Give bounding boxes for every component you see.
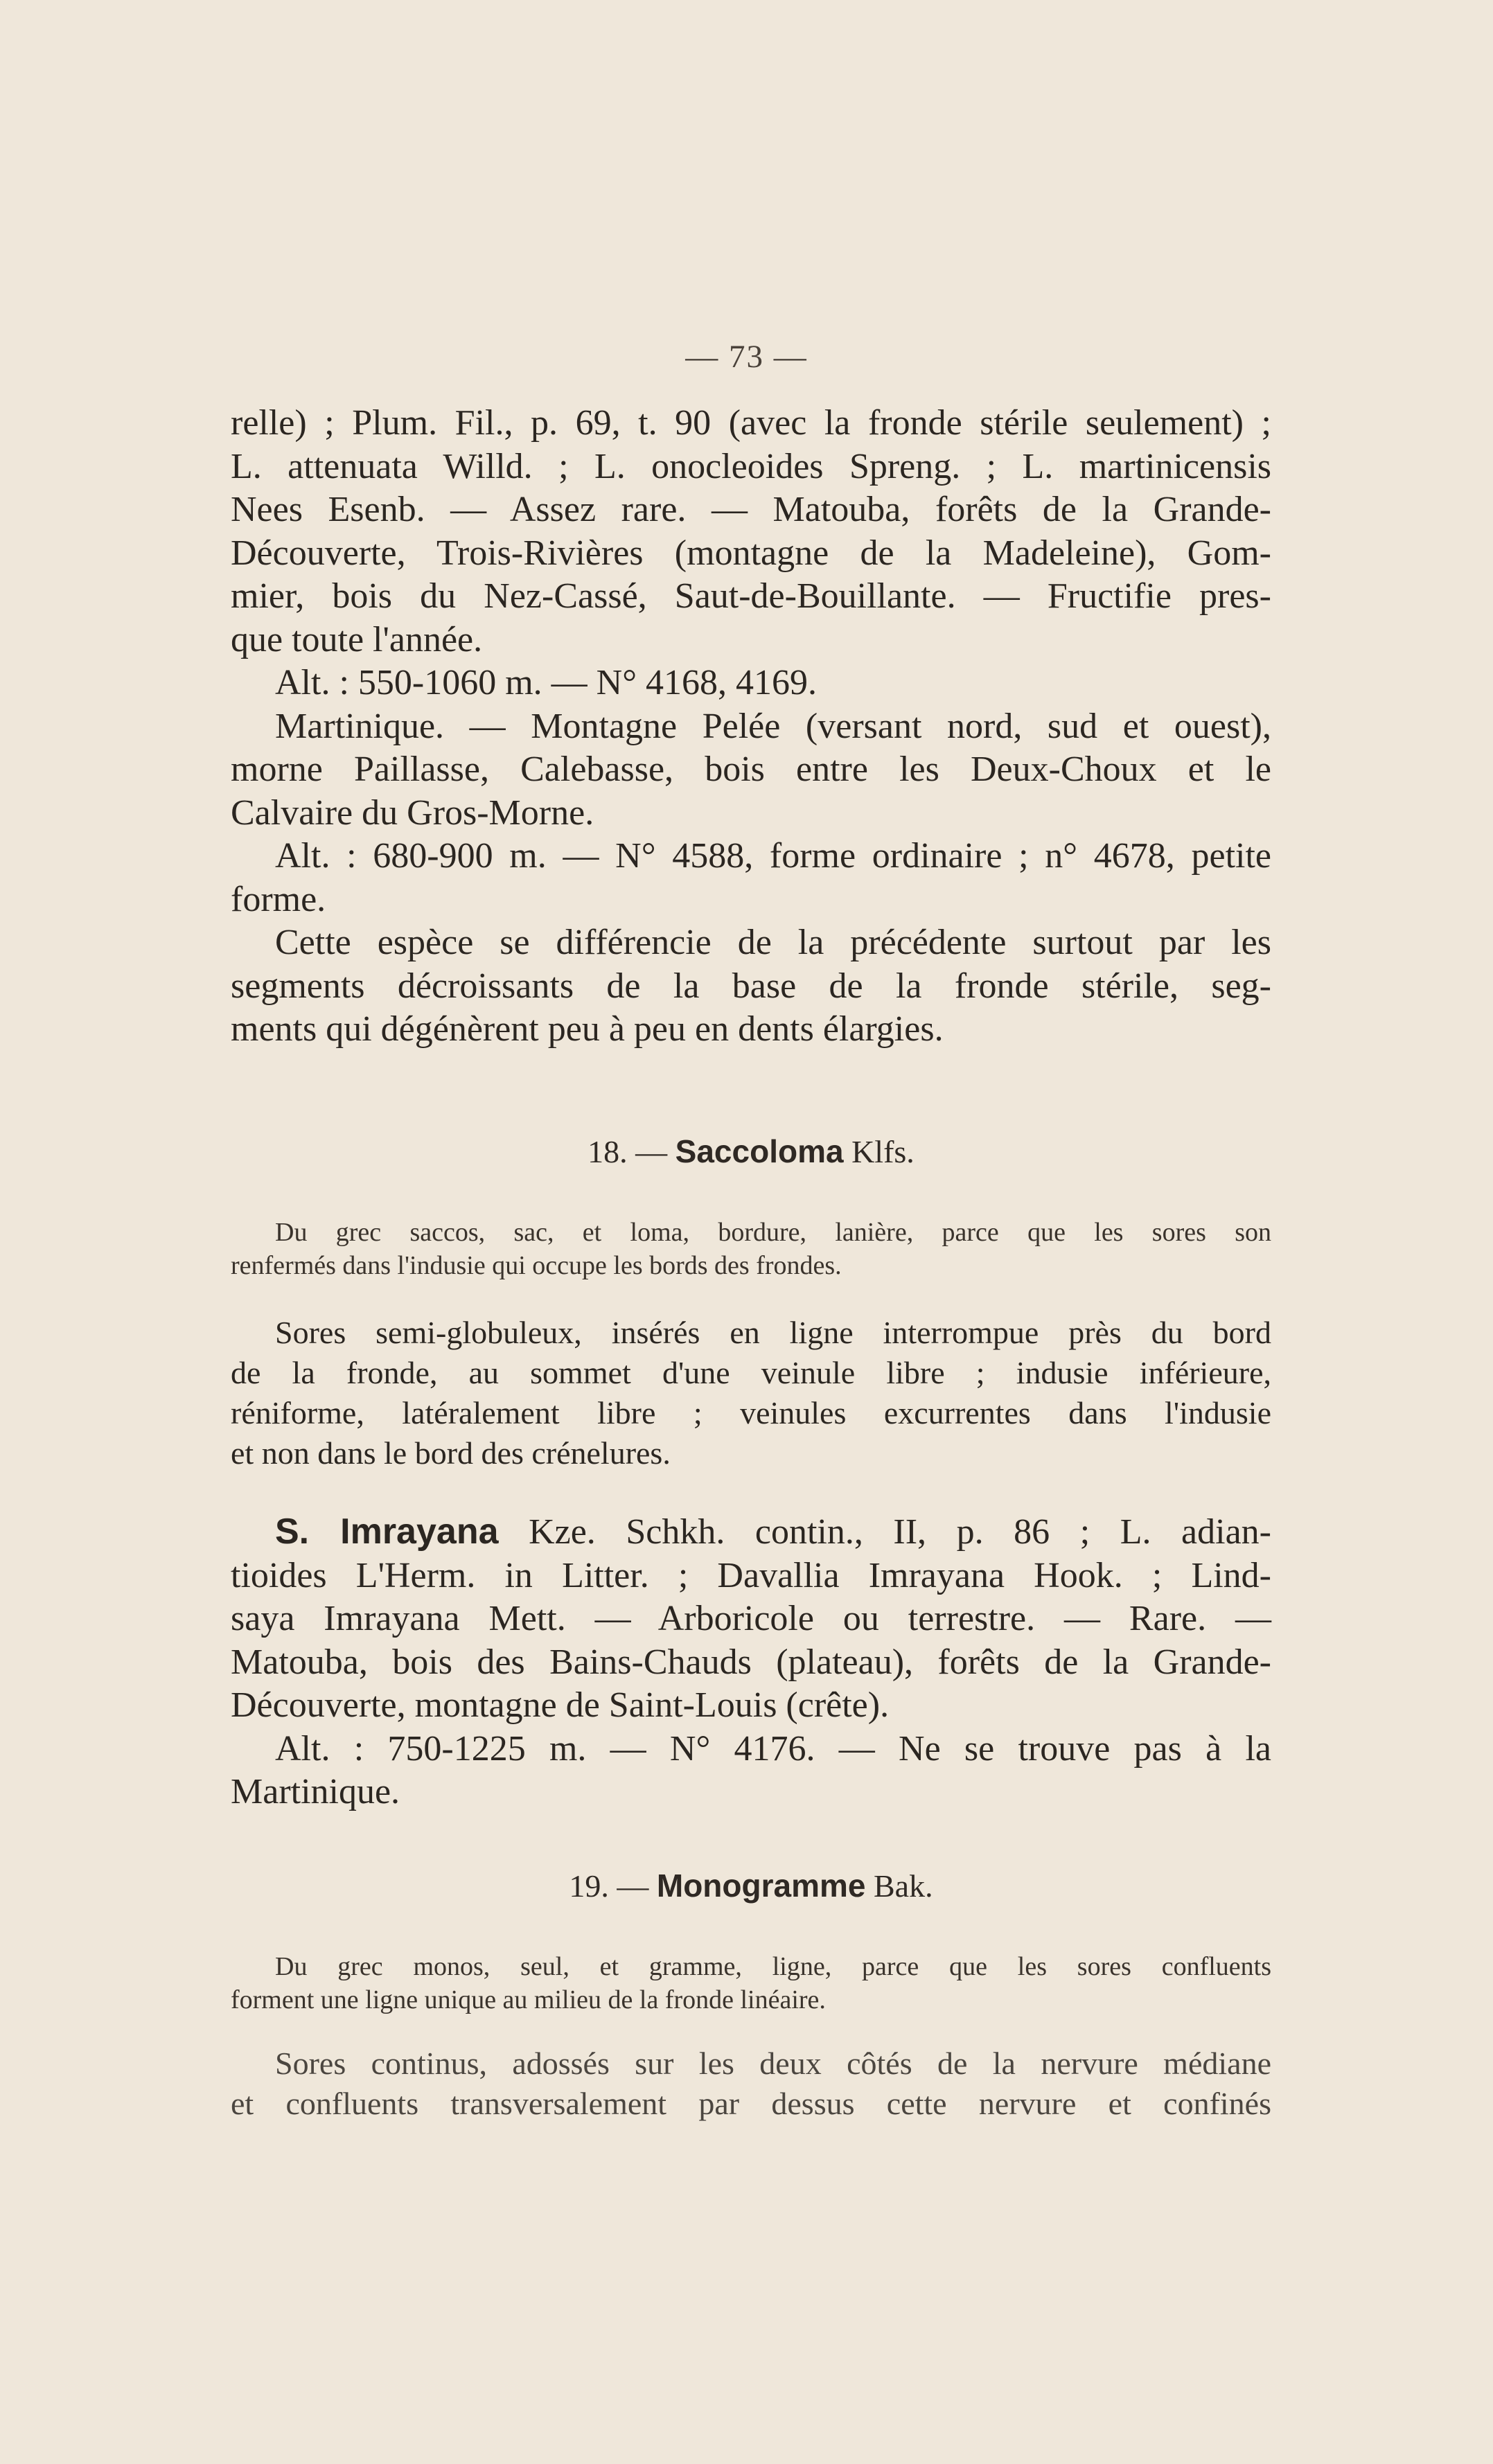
altitude-line: Alt. : 750-1225 m. — N° 4176. — Ne se trouve pas à la <box>275 1728 1271 1769</box>
text-line: et confluents transversalement par dessus cette nervure et confinés <box>231 2086 1271 2121</box>
page-number: — 73 — <box>685 339 808 375</box>
species-citation: Kze. Schkh. contin., II, p. 86 ; L. adian- <box>529 1512 1271 1552</box>
text-line: Calvaire du Gros-Morne. <box>231 792 594 833</box>
text-line: Matouba, bois des Bains-Chauds (plateau), forêts de la Grande- <box>231 1642 1271 1682</box>
genus-description-saccoloma <box>231 1313 1271 1473</box>
species-entry-continuation <box>231 402 1271 1052</box>
altitude-line: Alt. : 680-900 m. — N° 4588, forme ordinaire ; n° 4678, petite <box>275 836 1271 876</box>
text-line: que toute l'année. <box>231 619 483 659</box>
text-line: mier, bois du Nez-Cassé, Saut-de-Bouillante. — Fructifie pres- <box>231 576 1271 616</box>
text-line: saya Imrayana Mett. — Arboricole ou terrestre. — Rare. — <box>231 1599 1271 1638</box>
altitude-line: Alt. : 550-1060 m. — N° 4168, 4169. <box>275 663 818 702</box>
species-entry-imrayana <box>231 1510 1271 1814</box>
text-line: Du grec monos, seul, et gramme, ligne, parce que les sores confluents <box>275 1952 1271 1981</box>
text-line: Martinique. <box>231 1772 400 1811</box>
text-line: et non dans le bord des crénelures. <box>231 1435 671 1471</box>
text-line: ments qui dégénèrent peu à peu en dents élargies. <box>231 1009 944 1049</box>
text-line: L. attenuata Willd. ; L. onocleoides Spreng. ; L. martinicensis <box>231 446 1271 486</box>
genus-author: Klfs. <box>851 1134 915 1169</box>
text-line: Découverte, Trois-Rivières (montagne de la Madeleine), Gom- <box>231 533 1271 573</box>
genus-name: Saccoloma <box>675 1133 844 1169</box>
text-line: Découverte, montagne de Saint-Louis (crête). <box>231 1685 890 1725</box>
genus-heading-saccoloma <box>231 1133 1271 1170</box>
text-line: de la fronde, au sommet d'une veinule libre ; indusie inférieure, <box>231 1355 1271 1390</box>
species-name: S. Imrayana <box>275 1512 499 1552</box>
text-line: Sores continus, adossés sur les deux côtés de la nervure médiane <box>275 2046 1271 2081</box>
etymology-saccoloma <box>231 1216 1271 1282</box>
genus-number: 19. — <box>569 1868 649 1904</box>
genus-author: Bak. <box>873 1868 933 1904</box>
text-line: forment une ligne unique au milieu de la fronde linéaire. <box>231 1985 826 2014</box>
text-line: réniforme, latéralement libre ; veinules excurrentes dans l'indusie <box>231 1395 1271 1430</box>
text-line: Du grec saccos, sac, et loma, bordure, lanière, parce que les sores son <box>275 1218 1271 1247</box>
genus-description-monogramme <box>231 2044 1271 2124</box>
genus-heading-monogramme <box>231 1867 1271 1904</box>
text-line: tioides L'Herm. in Litter. ; Davallia Imrayana Hook. ; Lind- <box>231 1555 1271 1595</box>
text-line: segments décroissants de la base de la fronde stérile, seg- <box>231 966 1271 1006</box>
genus-number: 18. — <box>588 1134 668 1169</box>
text-line: morne Paillasse, Calebasse, bois entre les Deux-Choux et le <box>231 750 1271 789</box>
etymology-monogramme <box>231 1950 1271 2017</box>
text-line: Sores semi-globuleux, insérés en ligne interrompue près du bord <box>275 1315 1271 1350</box>
text-line: Cette espèce se différencie de la précédente surtout par les <box>275 923 1271 962</box>
text-line: Martinique. — Montagne Pelée (versant nord, sud et ouest), <box>275 706 1271 746</box>
text-line: relle) ; Plum. Fil., p. 69, t. 90 (avec la fronde stérile seulement) ; <box>231 403 1271 443</box>
text-line <box>231 1510 1271 1554</box>
text-line: Nees Esenb. — Assez rare. — Matouba, forêts de la Grande- <box>231 490 1271 529</box>
genus-name: Monogramme <box>656 1868 866 1904</box>
text-line: forme. <box>231 879 326 919</box>
text-line: renfermés dans l'indusie qui occupe les bords des frondes. <box>231 1251 842 1280</box>
